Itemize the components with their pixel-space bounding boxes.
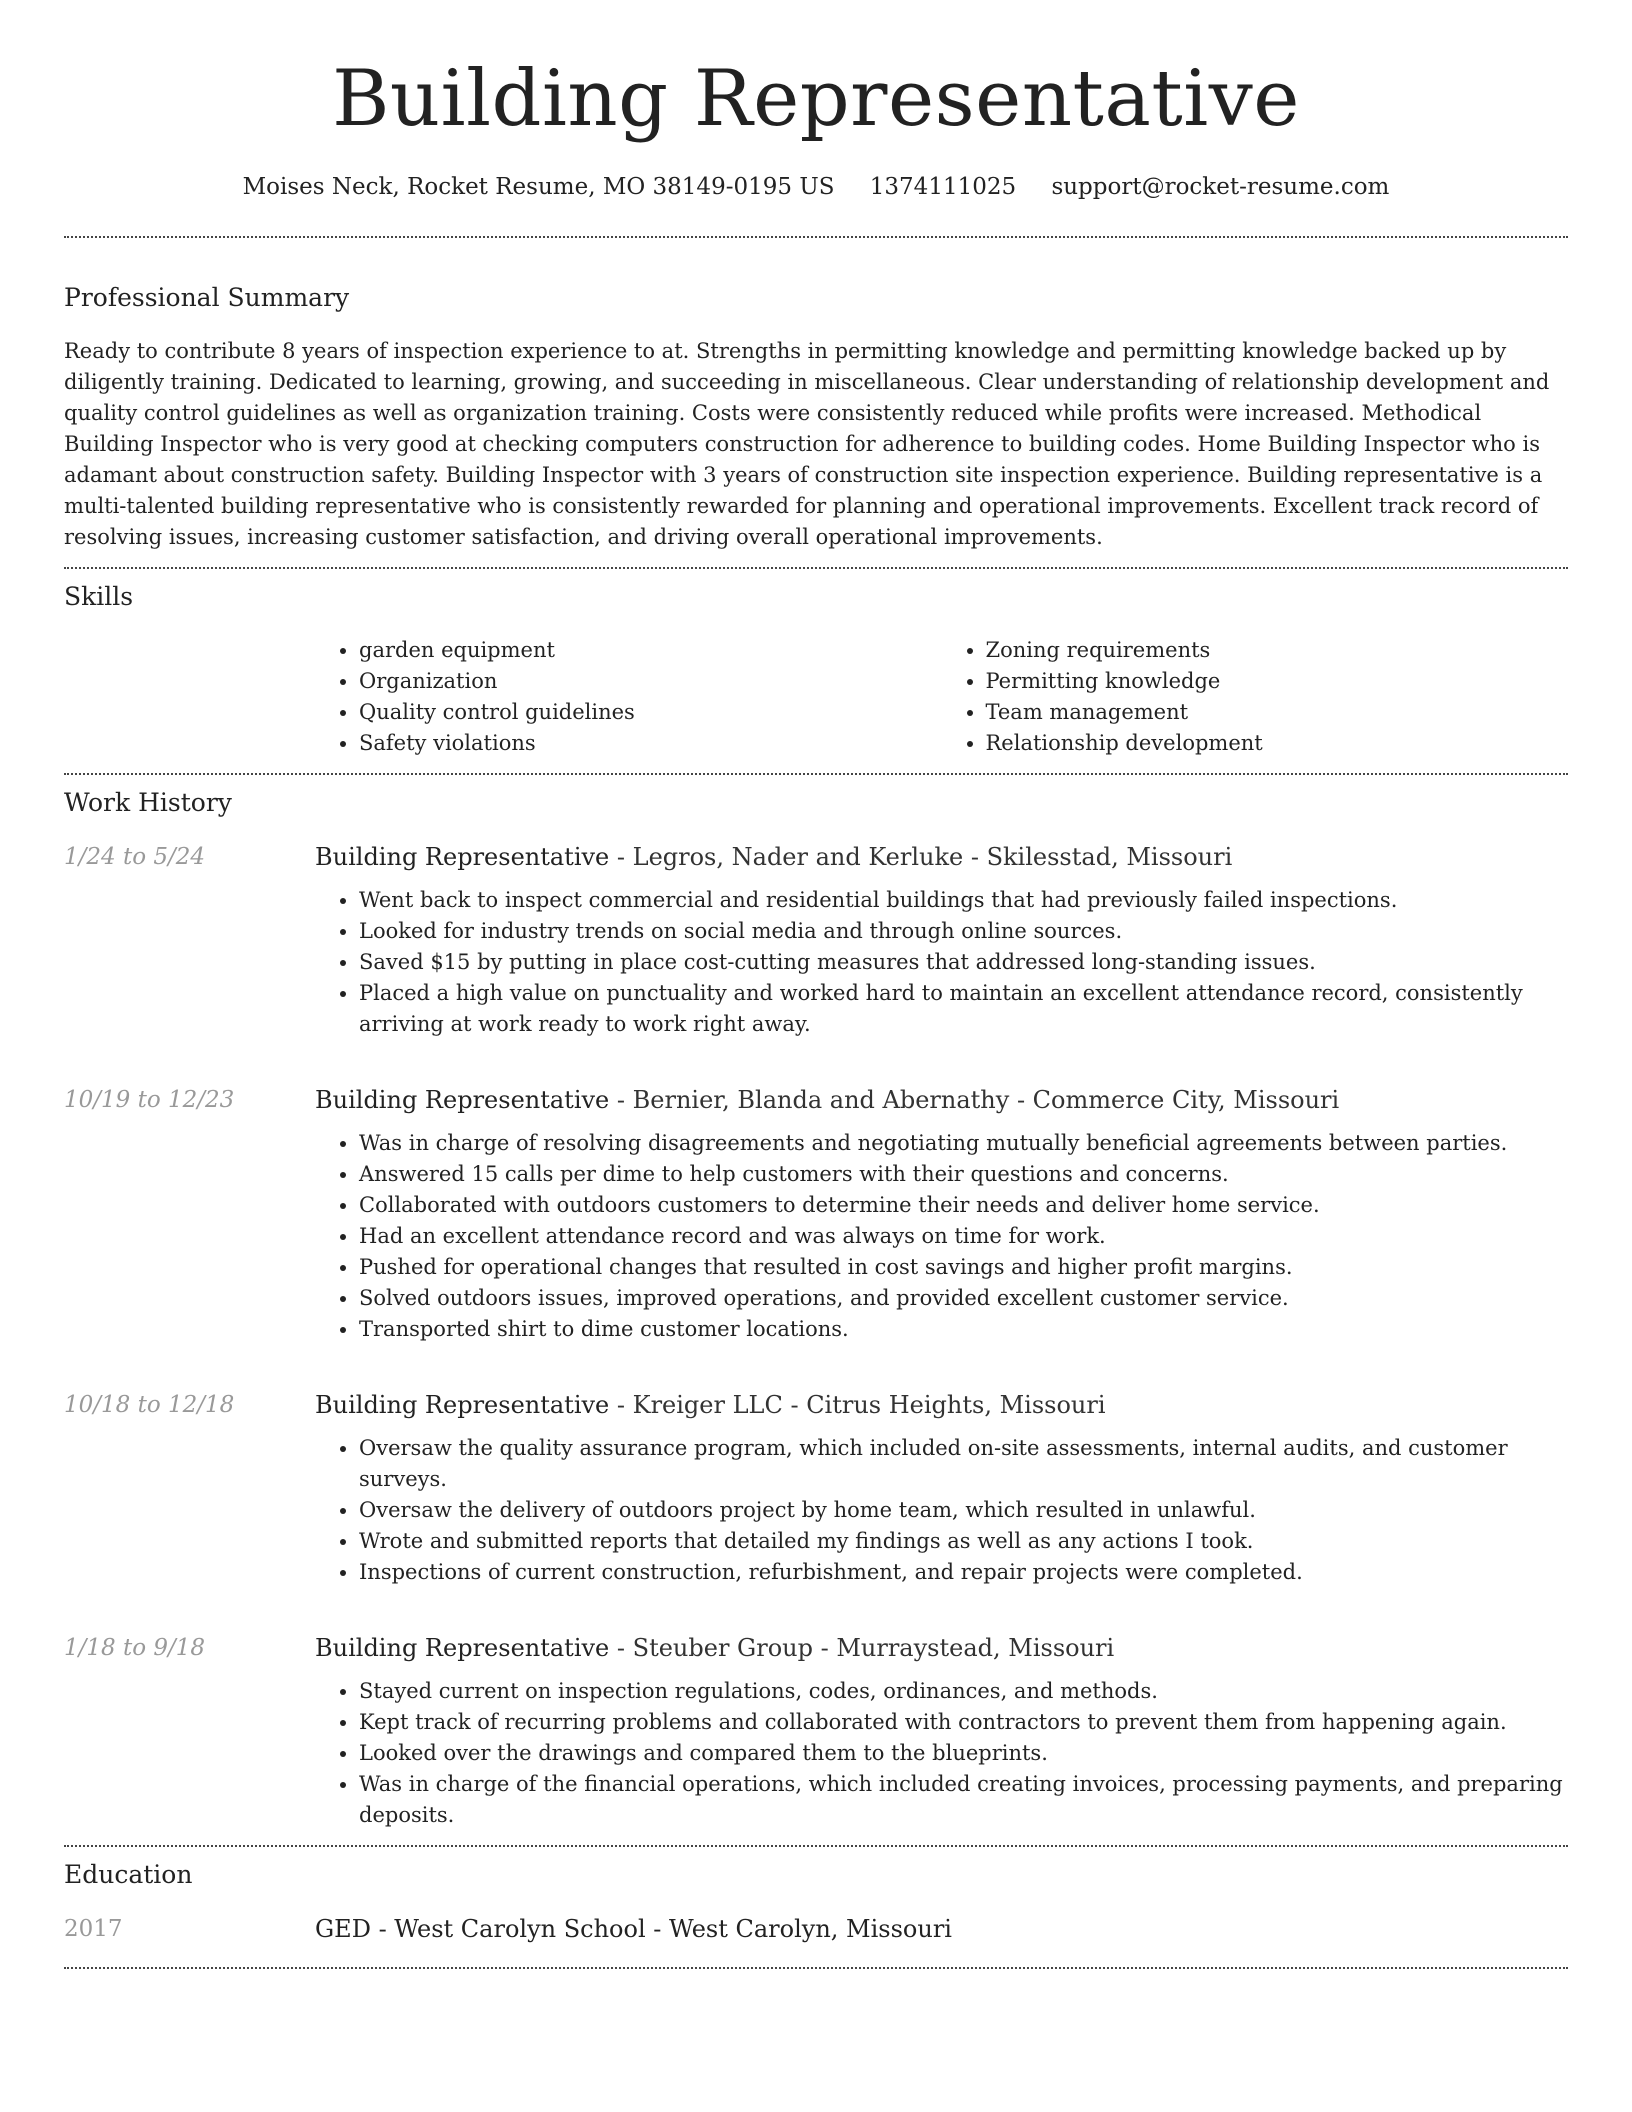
contact-email: support@rocket-resume.com bbox=[1051, 174, 1390, 200]
job-title bbox=[315, 1632, 1568, 1664]
divider bbox=[64, 1967, 1568, 1969]
job-bullets bbox=[315, 1433, 1568, 1602]
skill-item: • Quality control guidelines bbox=[359, 697, 942, 728]
job-bullet: • Transported shirt to dime customer locations. bbox=[359, 1314, 1568, 1345]
job-employer: - Kreiger LLC - Citrus Heights, Missouri bbox=[609, 1391, 1106, 1419]
job-entry bbox=[64, 1084, 1568, 1359]
job-bullet: • Collaborated with outdoors customers to determine their needs and deliver home service. bbox=[359, 1190, 1568, 1221]
job-dates: 10/18 to 12/18 bbox=[64, 1392, 235, 1418]
section-title-summary: Professional Summary bbox=[64, 283, 350, 312]
resume-page bbox=[64, 0, 1568, 1969]
contact-address: Moises Neck, Rocket Resume, MO 38149-0195 US bbox=[242, 174, 835, 200]
education-entry bbox=[64, 1913, 1568, 1967]
job-dates: 1/18 to 9/18 bbox=[64, 1635, 206, 1661]
job-bullet: • Placed a high value on punctuality and worked hard to maintain an excellent attendance record, consistently arriving at work ready to work right away. bbox=[359, 978, 1568, 1040]
education-year: 2017 bbox=[64, 1916, 123, 1942]
skill-item: • garden equipment bbox=[359, 635, 942, 666]
contact-line bbox=[64, 172, 1568, 202]
skills-section bbox=[64, 569, 1568, 773]
job-bullets bbox=[315, 1128, 1568, 1359]
job-employer: - Bernier, Blanda and Abernathy - Commerce City, Missouri bbox=[609, 1086, 1340, 1114]
skill-item: • Team management bbox=[986, 697, 1569, 728]
skill-item: • Permitting knowledge bbox=[986, 666, 1569, 697]
job-employer: - Legros, Nader and Kerluke - Skilesstad, Missouri bbox=[609, 843, 1233, 871]
job-title bbox=[315, 1084, 1568, 1116]
job-bullet: • Had an excellent attendance record and was always on time for work. bbox=[359, 1221, 1568, 1252]
job-bullet: • Solved outdoors issues, improved operations, and provided excellent customer service. bbox=[359, 1283, 1568, 1314]
job-entry bbox=[64, 1632, 1568, 1845]
job-bullet: • Oversaw the quality assurance program, which included on-site assessments, internal audits, and customer surveys. bbox=[359, 1433, 1568, 1495]
skill-item: • Relationship development bbox=[986, 728, 1569, 759]
resume-name: Building Representative bbox=[332, 54, 1300, 144]
summary-text: Ready to contribute 8 years of inspection experience to at. Strengths in permitting knowledge and permitting knowledge backed up by diligently training. Dedicated to learning, growing, and succeeding in miscellaneous. Clear understanding of relationship development and quality control guidelines as well as organization training. Costs were consistently reduced while profits were increased. Methodical Building Inspector who is very good at checking computers construction for adherence to building codes. Home Building Inspector who is adamant about construction safety. Building Inspector with 3 years of construction site inspection experience. Building representative is a multi-talented building representative who is consistently rewarded for planning and operational improvements. Excellent track record of resolving issues, increasing customer satisfaction, and driving overall operational improvements. bbox=[64, 339, 1550, 549]
job-entry bbox=[64, 841, 1568, 1054]
section-title-education: Education bbox=[64, 1860, 193, 1889]
job-body bbox=[315, 1389, 1568, 1602]
job-bullet: • Inspections of current construction, refurbishment, and repair projects were completed. bbox=[359, 1557, 1568, 1588]
job-body bbox=[315, 841, 1568, 1054]
job-bullet: • Went back to inspect commercial and residential buildings that had previously failed inspections. bbox=[359, 885, 1568, 916]
job-employer: - Steuber Group - Murraystead, Missouri bbox=[609, 1634, 1115, 1662]
job-body bbox=[315, 1632, 1568, 1845]
job-dates: 1/24 to 5/24 bbox=[64, 844, 206, 870]
job-bullet: • Looked for industry trends on social media and through online sources. bbox=[359, 916, 1568, 947]
skills-right-list bbox=[942, 635, 1569, 759]
job-bullet: • Pushed for operational changes that resulted in cost savings and higher profit margins. bbox=[359, 1252, 1568, 1283]
skills-left-list bbox=[315, 635, 942, 759]
job-title bbox=[315, 1389, 1568, 1421]
job-body bbox=[315, 1084, 1568, 1359]
job-bullet: • Answered 15 calls per dime to help customers with their questions and concerns. bbox=[359, 1159, 1568, 1190]
summary-section bbox=[64, 238, 1568, 567]
section-title-work: Work History bbox=[64, 788, 232, 817]
job-dates: 10/19 to 12/23 bbox=[64, 1087, 235, 1113]
section-title-skills: Skills bbox=[64, 582, 134, 611]
job-title bbox=[315, 841, 1568, 873]
job-role: Building Representative bbox=[315, 843, 610, 871]
job-role: Building Representative bbox=[315, 1086, 610, 1114]
job-bullet: • Saved $15 by putting in place cost-cutting measures that addressed long-standing issues. bbox=[359, 947, 1568, 978]
job-role: Building Representative bbox=[315, 1391, 610, 1419]
job-entry bbox=[64, 1389, 1568, 1602]
job-bullet: • Was in charge of resolving disagreements and negotiating mutually beneficial agreements between parties. bbox=[359, 1128, 1568, 1159]
education-degree: GED - West Carolyn School - West Carolyn, Missouri bbox=[315, 1915, 952, 1943]
education-section bbox=[64, 1847, 1568, 1967]
skill-item: • Organization bbox=[359, 666, 942, 697]
job-bullet: • Wrote and submitted reports that detailed my findings as well as any actions I took. bbox=[359, 1526, 1568, 1557]
job-bullet: • Kept track of recurring problems and collaborated with contractors to prevent them from happening again. bbox=[359, 1707, 1568, 1738]
job-bullet: • Was in charge of the financial operations, which included creating invoices, processing payments, and preparing deposits. bbox=[359, 1769, 1568, 1831]
work-history-section bbox=[64, 775, 1568, 1845]
skills-columns bbox=[315, 635, 1568, 773]
job-role: Building Representative bbox=[315, 1634, 610, 1662]
job-bullet: • Stayed current on inspection regulations, codes, ordinances, and methods. bbox=[359, 1676, 1568, 1707]
skill-item: • Safety violations bbox=[359, 728, 942, 759]
job-bullets bbox=[315, 1676, 1568, 1845]
job-bullet: • Looked over the drawings and compared them to the blueprints. bbox=[359, 1738, 1568, 1769]
skill-item: • Zoning requirements bbox=[986, 635, 1569, 666]
contact-phone: 1374111025 bbox=[869, 174, 1017, 200]
job-bullet: • Oversaw the delivery of outdoors project by home team, which resulted in unlawful. bbox=[359, 1495, 1568, 1526]
job-bullets bbox=[315, 885, 1568, 1054]
